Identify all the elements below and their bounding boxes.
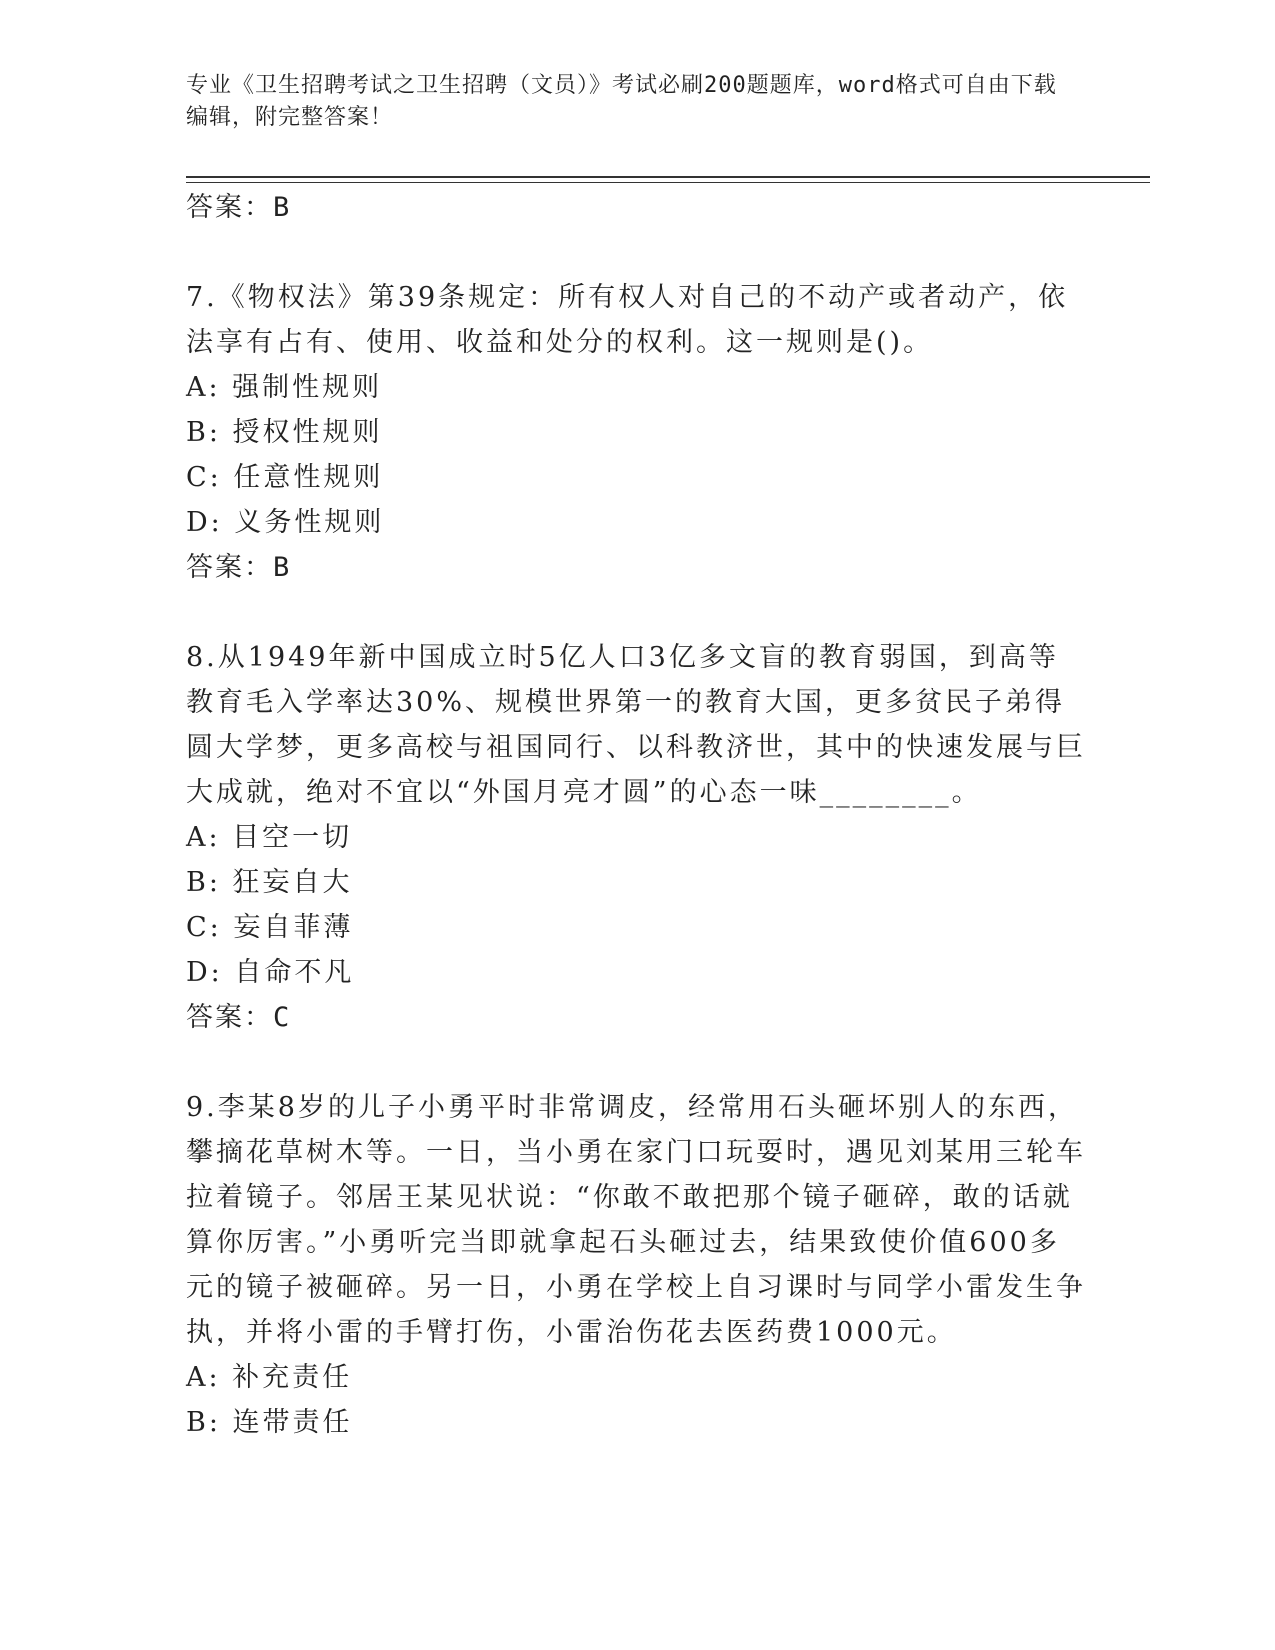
question-8-option-c: C: 妄自菲薄 — [186, 912, 354, 943]
question-8-option-a: A: 目空一切 — [186, 822, 353, 853]
question-9 — [186, 1085, 1086, 1445]
question-8 — [186, 635, 1086, 1040]
spacer — [186, 590, 1086, 635]
spacer — [186, 1040, 1086, 1085]
question-7-option-c: C: 任意性规则 — [186, 462, 384, 493]
question-content — [186, 185, 1086, 1445]
question-9-option-b: B: 连带责任 — [186, 1407, 353, 1438]
previous-answer: 答案：B — [186, 192, 292, 223]
question-7-option-b: B: 授权性规则 — [186, 417, 383, 448]
header-rule-thin — [186, 182, 1150, 183]
question-8-option-d: D: 自命不凡 — [186, 957, 355, 988]
question-8-text: 8.从1949年新中国成立时5亿人口3亿多文盲的教育弱国，到高等教育毛入学率达30%、规模世界第一的教育大国，更多贫民子弟得圆大学梦，更多高校与祖国同行、以科教济世，其中的快速发展与巨大成就，绝对不宜以“外国月亮才圆”的心态一味________。 — [186, 642, 1086, 808]
spacer — [186, 230, 1086, 275]
question-7-text: 7.《物权法》第39条规定：所有权人对自己的不动产或者动产，依法享有占有、使用、收益和处分的权利。这一规则是()。 — [186, 282, 1069, 358]
question-8-option-b: B: 狂妄自大 — [186, 867, 353, 898]
question-7-option-a: A: 强制性规则 — [186, 372, 383, 403]
page-header: 专业《卫生招聘考试之卫生招聘（文员）》考试必刷200题题库，word格式可自由下载编辑，附完整答案！ — [186, 73, 1057, 130]
question-9-text: 9.李某8岁的儿子小勇平时非常调皮，经常用石头砸坏别人的东西，攀摘花草树木等。一日，当小勇在家门口玩耍时，遇见刘某用三轮车拉着镜子。邻居王某见状说：“你敢不敢把那个镜子砸碎，敢的话就算你厉害。”小勇听完当即就拿起石头砸过去，结果致使价值600多元的镜子被砸碎。另一日，小勇在学校上自习课时与同学小雷发生争执，并将小雷的手臂打伤，小雷治伤花去医药费1000元。 — [186, 1092, 1086, 1348]
question-7-answer: 答案：B — [186, 552, 292, 583]
header-rule-thick — [186, 176, 1150, 178]
question-7 — [186, 275, 1086, 590]
question-9-option-a: A: 补充责任 — [186, 1362, 353, 1393]
question-7-option-d: D: 义务性规则 — [186, 507, 385, 538]
question-8-answer: 答案：C — [186, 1002, 292, 1033]
